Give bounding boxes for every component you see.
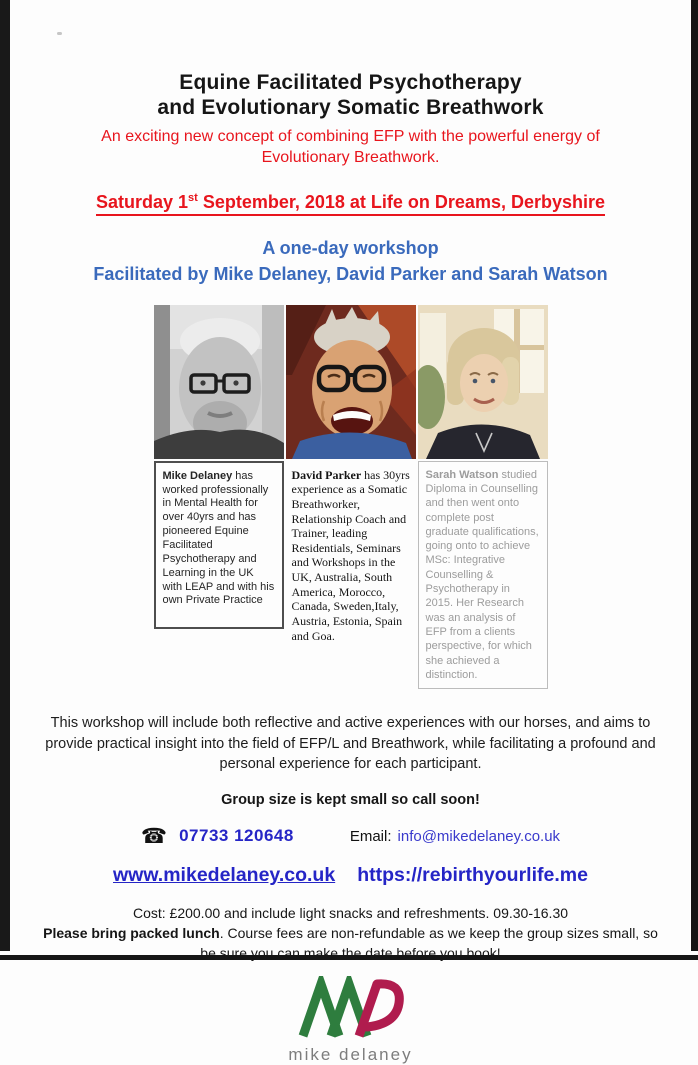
websites-row [10,864,691,887]
bio-name: Sarah Watson [425,468,499,481]
md-monogram-icon [296,976,406,1040]
mike-delaney-logo [10,976,691,1065]
photo-mike-delaney [154,305,284,459]
email-block [350,828,560,845]
bio-david-parker [286,461,416,644]
flyer [10,0,691,1065]
bio-text: has worked professionally in Mental Health for over 40yrs and has pioneered Equine Facilitated Psychotherapy and Learning in the UK with LEAP and with his own Private Practice [162,469,275,607]
workshop-line-1: A one-day workshop [262,238,439,259]
subtitle [10,127,691,168]
cost-block [10,903,691,964]
page-title [10,70,691,120]
scan-edge-left [0,0,10,951]
email-link[interactable]: info@mikedelaney.co.uk [397,827,561,845]
facilitator-photos [10,305,691,459]
contact-row [10,826,691,847]
subtitle-line-2: Evolutionary Breathwork. [261,148,440,166]
website-link-mikedelaney[interactable]: www.mikedelaney.co.uk [113,863,336,886]
photo-david-parker [286,305,416,459]
lunch-note-bold: Please bring packed lunch [43,925,220,942]
title-line-2: and Evolutionary Somatic Breathwork [157,96,544,120]
workshop-line-2: Facilitated by Mike Delaney, David Parker and Sarah Watson [93,263,608,284]
group-size-note: Group size is kept small so call soon! [221,791,480,808]
workshop-heading [10,236,691,286]
date-heading-wrap [10,192,691,216]
telephone-icon: ☎ [140,824,168,848]
date-ordinal-suffix: st [188,192,198,205]
phone-block [141,826,294,847]
david-portrait-illustration [286,305,416,459]
date-heading: Saturday 1st September, 2018 at Life on Dreams, Derbyshire [96,192,605,216]
website-link-rebirthyourlife[interactable]: https://rebirthyourlife.me [357,863,588,886]
subtitle-line-1: An exciting new concept of combining EFP with the powerful energy of [101,128,600,146]
bio-sarah-watson [418,461,548,689]
bio-name: Mike Delaney [162,469,233,482]
bio-mike-delaney [154,461,284,629]
bio-name: David Parker [291,467,362,482]
mike-portrait-illustration [154,305,284,459]
email-label: Email: [349,827,392,845]
phone-number: 07733 120648 [179,826,294,846]
sarah-portrait-illustration [418,305,548,459]
facilitator-bios [10,461,691,689]
bio-text: has 30yrs experience as a Somatic Breathworker, Relationship Coach and Trainer, leading Residentials, Seminars and Workshops in the UK, Australia, South America, Morocco, Canada, Sweden,Italy, Austria, Estonia, Spain and Goa. [291,467,410,643]
bio-text: studied Diploma in Counselling and then went onto complete post graduate qualifications, going onto to achieve MSc: Integrative Counselling & Psychotherapy in 2015. Her Research was an analysis of EFP from a clients perspective, for which she achieved a distinction. [425,468,539,681]
title-line-1: Equine Facilitated Psychotherapy [179,71,522,94]
logo-wordmark: mike delaney [288,1044,413,1064]
lunch-note [36,923,666,964]
cost-line: Cost: £200.00 and include light snacks and refreshments. 09.30-16.30 [132,904,569,921]
scan-edge-right [691,0,698,951]
photo-sarah-watson [418,305,548,459]
workshop-description: This workshop will include both reflective and active experiences with our horses, and aims to provide practical insight into the field of EFP/L and Breathwork, while facilitating a profound and personal experience for each participant. [45,715,656,773]
lunch-note-rest: . Course fees are non-refundable as we keep the group sizes small, so be sure you can make the date before you book! [200,925,658,962]
